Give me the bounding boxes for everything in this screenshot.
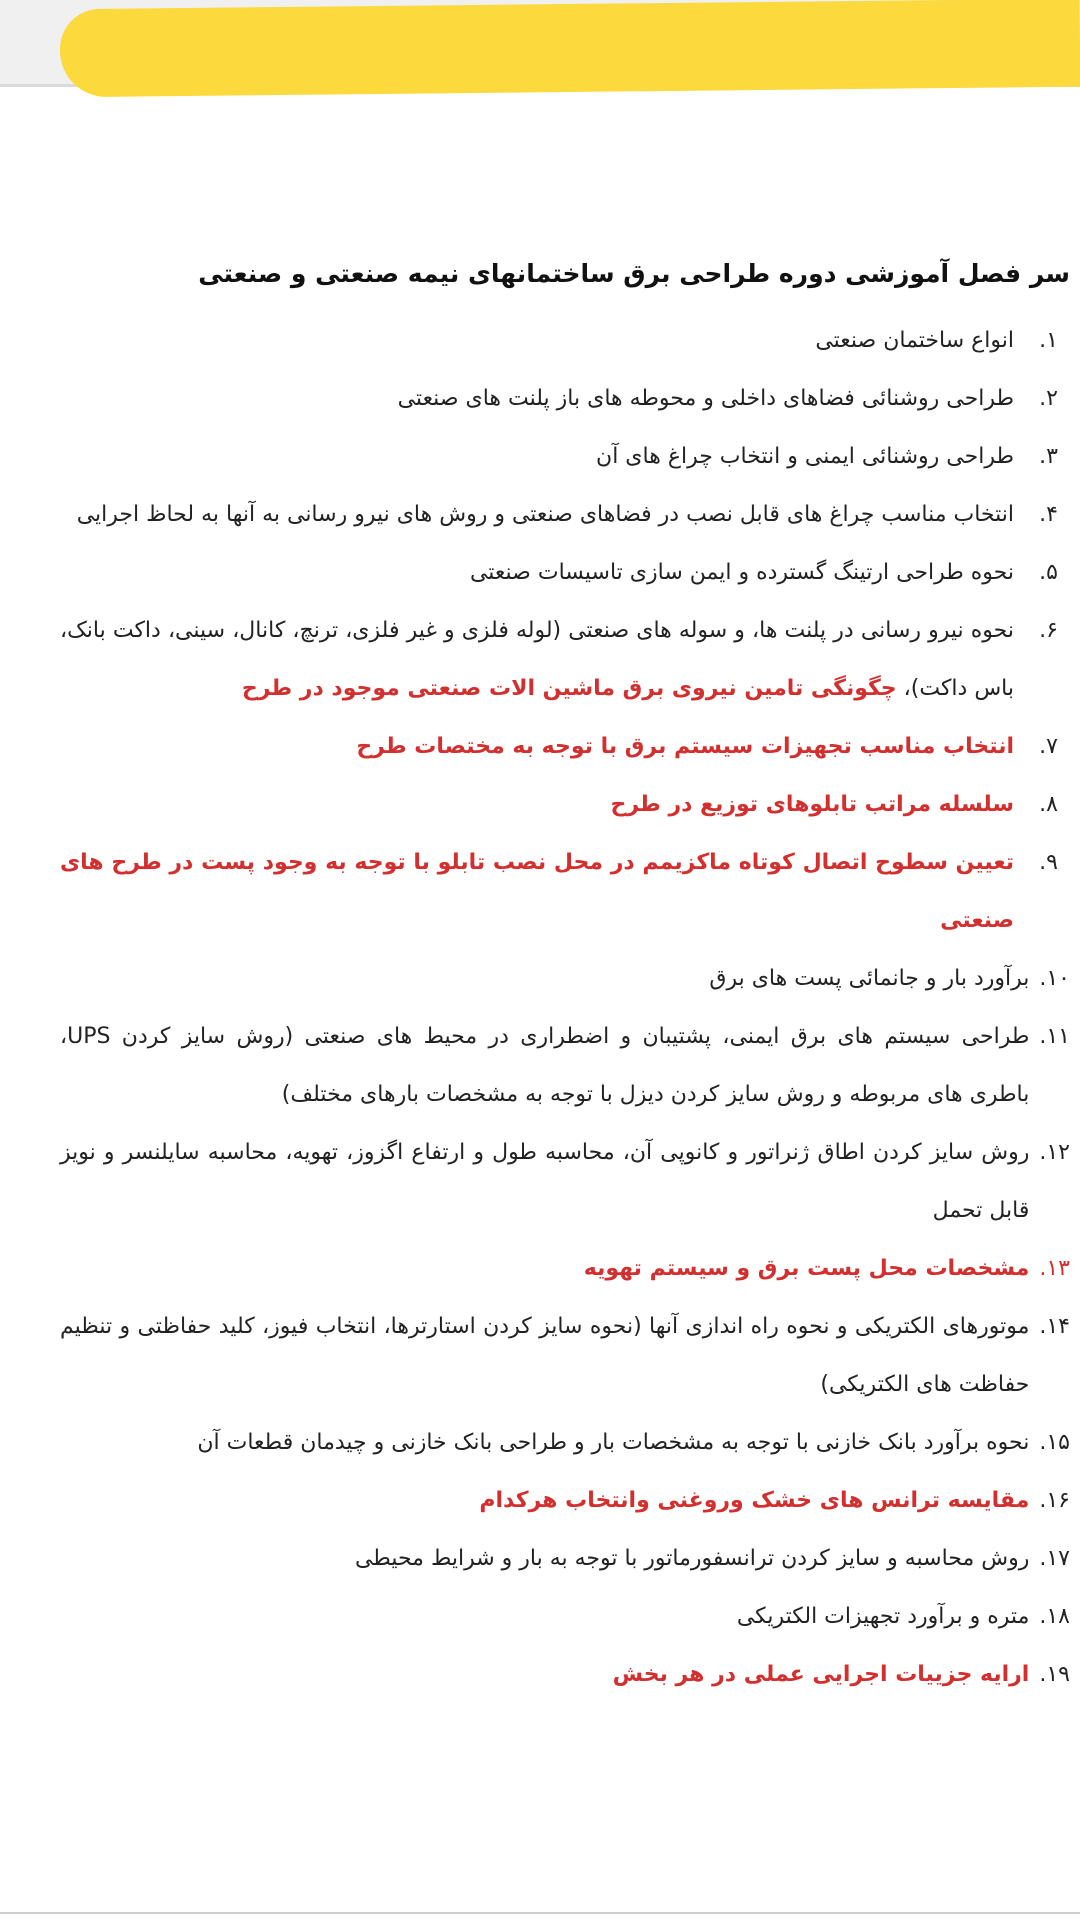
yellow-highlight-mark bbox=[60, 0, 1080, 97]
list-item bbox=[60, 544, 1070, 602]
item-number: ۸. bbox=[1039, 792, 1058, 817]
item-text-highlighted: ارایه جزییات اجرایی عملی در هر بخش bbox=[612, 1662, 1030, 1687]
item-text-group bbox=[60, 602, 1014, 718]
syllabus-list bbox=[60, 312, 1070, 1704]
list-item bbox=[60, 718, 1070, 776]
list-item bbox=[60, 1530, 1070, 1588]
item-text: طراحی سیستم های برق ایمنی، پشتیبان و اضطراری در محیط های صنعتی (روش سایز کردن UPS، باطری های مربوطه و روش سایز کردن دیزل با توجه به مشخصات بارهای مختلف) bbox=[60, 1024, 1030, 1107]
item-text: انواع ساختمان صنعتی bbox=[815, 328, 1014, 353]
item-number: ۱۹. bbox=[1039, 1662, 1070, 1687]
item-number: ۵. bbox=[1039, 560, 1058, 585]
list-item bbox=[60, 1646, 1070, 1704]
list-item bbox=[60, 1298, 1070, 1414]
list-item bbox=[60, 370, 1070, 428]
list-item bbox=[60, 776, 1070, 834]
item-text: روش محاسبه و سایز کردن ترانسفورماتور با توجه به بار و شرایط محیطی bbox=[354, 1546, 1030, 1571]
bottom-divider bbox=[0, 1912, 1080, 1914]
item-number: ۲. bbox=[1039, 386, 1058, 411]
item-text-highlighted: سلسله مراتب تابلوهای توزیع در طرح bbox=[610, 792, 1014, 817]
item-text: متره و برآورد تجهیزات الکتریکی bbox=[736, 1604, 1030, 1629]
item-text-highlighted: چگونگی تامین نیروی برق ماشین الات صنعتی موجود در طرح bbox=[241, 676, 897, 701]
item-text: انتخاب مناسب چراغ های قابل نصب در فضاهای صنعتی و روش های نیرو رسانی به آنها به لحاظ اجرایی bbox=[76, 502, 1014, 527]
item-text: نحوه طراحی ارتینگ گسترده و ایمن سازی تاسیسات صنعتی bbox=[469, 560, 1014, 585]
item-number: ۱۷. bbox=[1039, 1546, 1070, 1571]
list-item bbox=[60, 1472, 1070, 1530]
item-number: ۴. bbox=[1039, 502, 1058, 527]
item-number: ۷. bbox=[1039, 734, 1058, 759]
list-item bbox=[60, 1124, 1070, 1240]
item-text-highlighted: مشخصات محل پست برق و سیستم تهویه bbox=[583, 1256, 1030, 1281]
item-text: طراحی روشنائی ایمنی و انتخاب چراغ های آن bbox=[596, 444, 1014, 469]
item-text: موتورهای الکتریکی و نحوه راه اندازی آنها (نحوه سایز کردن استارترها، انتخاب فیوز، کلید حفاظتی و تنظیم حفاظت های الکتریکی) bbox=[60, 1314, 1030, 1397]
item-text: نحوه برآورد بانک خازنی با توجه به مشخصات بار و طراحی بانک خازنی و چیدمان قطعات آن bbox=[197, 1430, 1030, 1455]
page-title: سر فصل آموزشی دوره طراحی برق ساختمانهای نیمه صنعتی و صنعتی bbox=[198, 259, 1070, 288]
list-item bbox=[60, 602, 1070, 718]
list-item bbox=[60, 1008, 1070, 1124]
item-number: ۱۵. bbox=[1039, 1430, 1070, 1455]
item-text-highlighted: مقایسه ترانس های خشک وروغنی وانتخاب هرکدام bbox=[479, 1488, 1030, 1513]
syllabus-content bbox=[60, 244, 1070, 1704]
list-item bbox=[60, 1414, 1070, 1472]
list-item bbox=[60, 428, 1070, 486]
list-item bbox=[60, 1588, 1070, 1646]
list-item bbox=[60, 312, 1070, 370]
list-item bbox=[60, 1240, 1070, 1298]
item-text-highlighted: انتخاب مناسب تجهیزات سیستم برق با توجه به مختصات طرح bbox=[356, 734, 1014, 759]
list-item bbox=[60, 950, 1070, 1008]
item-text: طراحی روشنائی فضاهای داخلی و محوطه های باز پلنت های صنعتی bbox=[397, 386, 1014, 411]
item-number: ۹. bbox=[1039, 850, 1058, 875]
item-number: ۱۱. bbox=[1039, 1024, 1070, 1049]
item-number: ۱۴. bbox=[1039, 1314, 1070, 1339]
item-number: ۳. bbox=[1039, 444, 1058, 469]
item-number: ۱۶. bbox=[1039, 1488, 1070, 1513]
item-number: ۱۰. bbox=[1039, 966, 1070, 991]
item-number: ۱. bbox=[1039, 328, 1058, 353]
item-text-highlighted: تعیین سطوح اتصال کوتاه ماکزیمم در محل نصب تابلو با توجه به وجود پست در طرح های صنعتی bbox=[60, 850, 1014, 933]
item-number: ۱۲. bbox=[1039, 1140, 1070, 1165]
item-text: نحوه نیرو رسانی در پلنت ها، و سوله های صنعتی (لوله فلزی و غیر فلزی، ترنچ، کانال، سینی، داکت بانک، باس داکت)، bbox=[60, 618, 1014, 701]
item-number: ۱۸. bbox=[1039, 1604, 1070, 1629]
item-number: ۶. bbox=[1039, 618, 1058, 643]
list-item bbox=[60, 834, 1070, 950]
item-number: ۱۳. bbox=[1039, 1256, 1070, 1281]
item-text: روش سایز کردن اطاق ژنراتور و کانوپی آن، محاسبه طول و ارتفاع اگزوز، تهویه، محاسبه سایلنسر و نویز قابل تحمل bbox=[60, 1140, 1030, 1223]
list-item bbox=[60, 486, 1070, 544]
item-text: برآورد بار و جانمائی پست های برق bbox=[709, 966, 1030, 991]
